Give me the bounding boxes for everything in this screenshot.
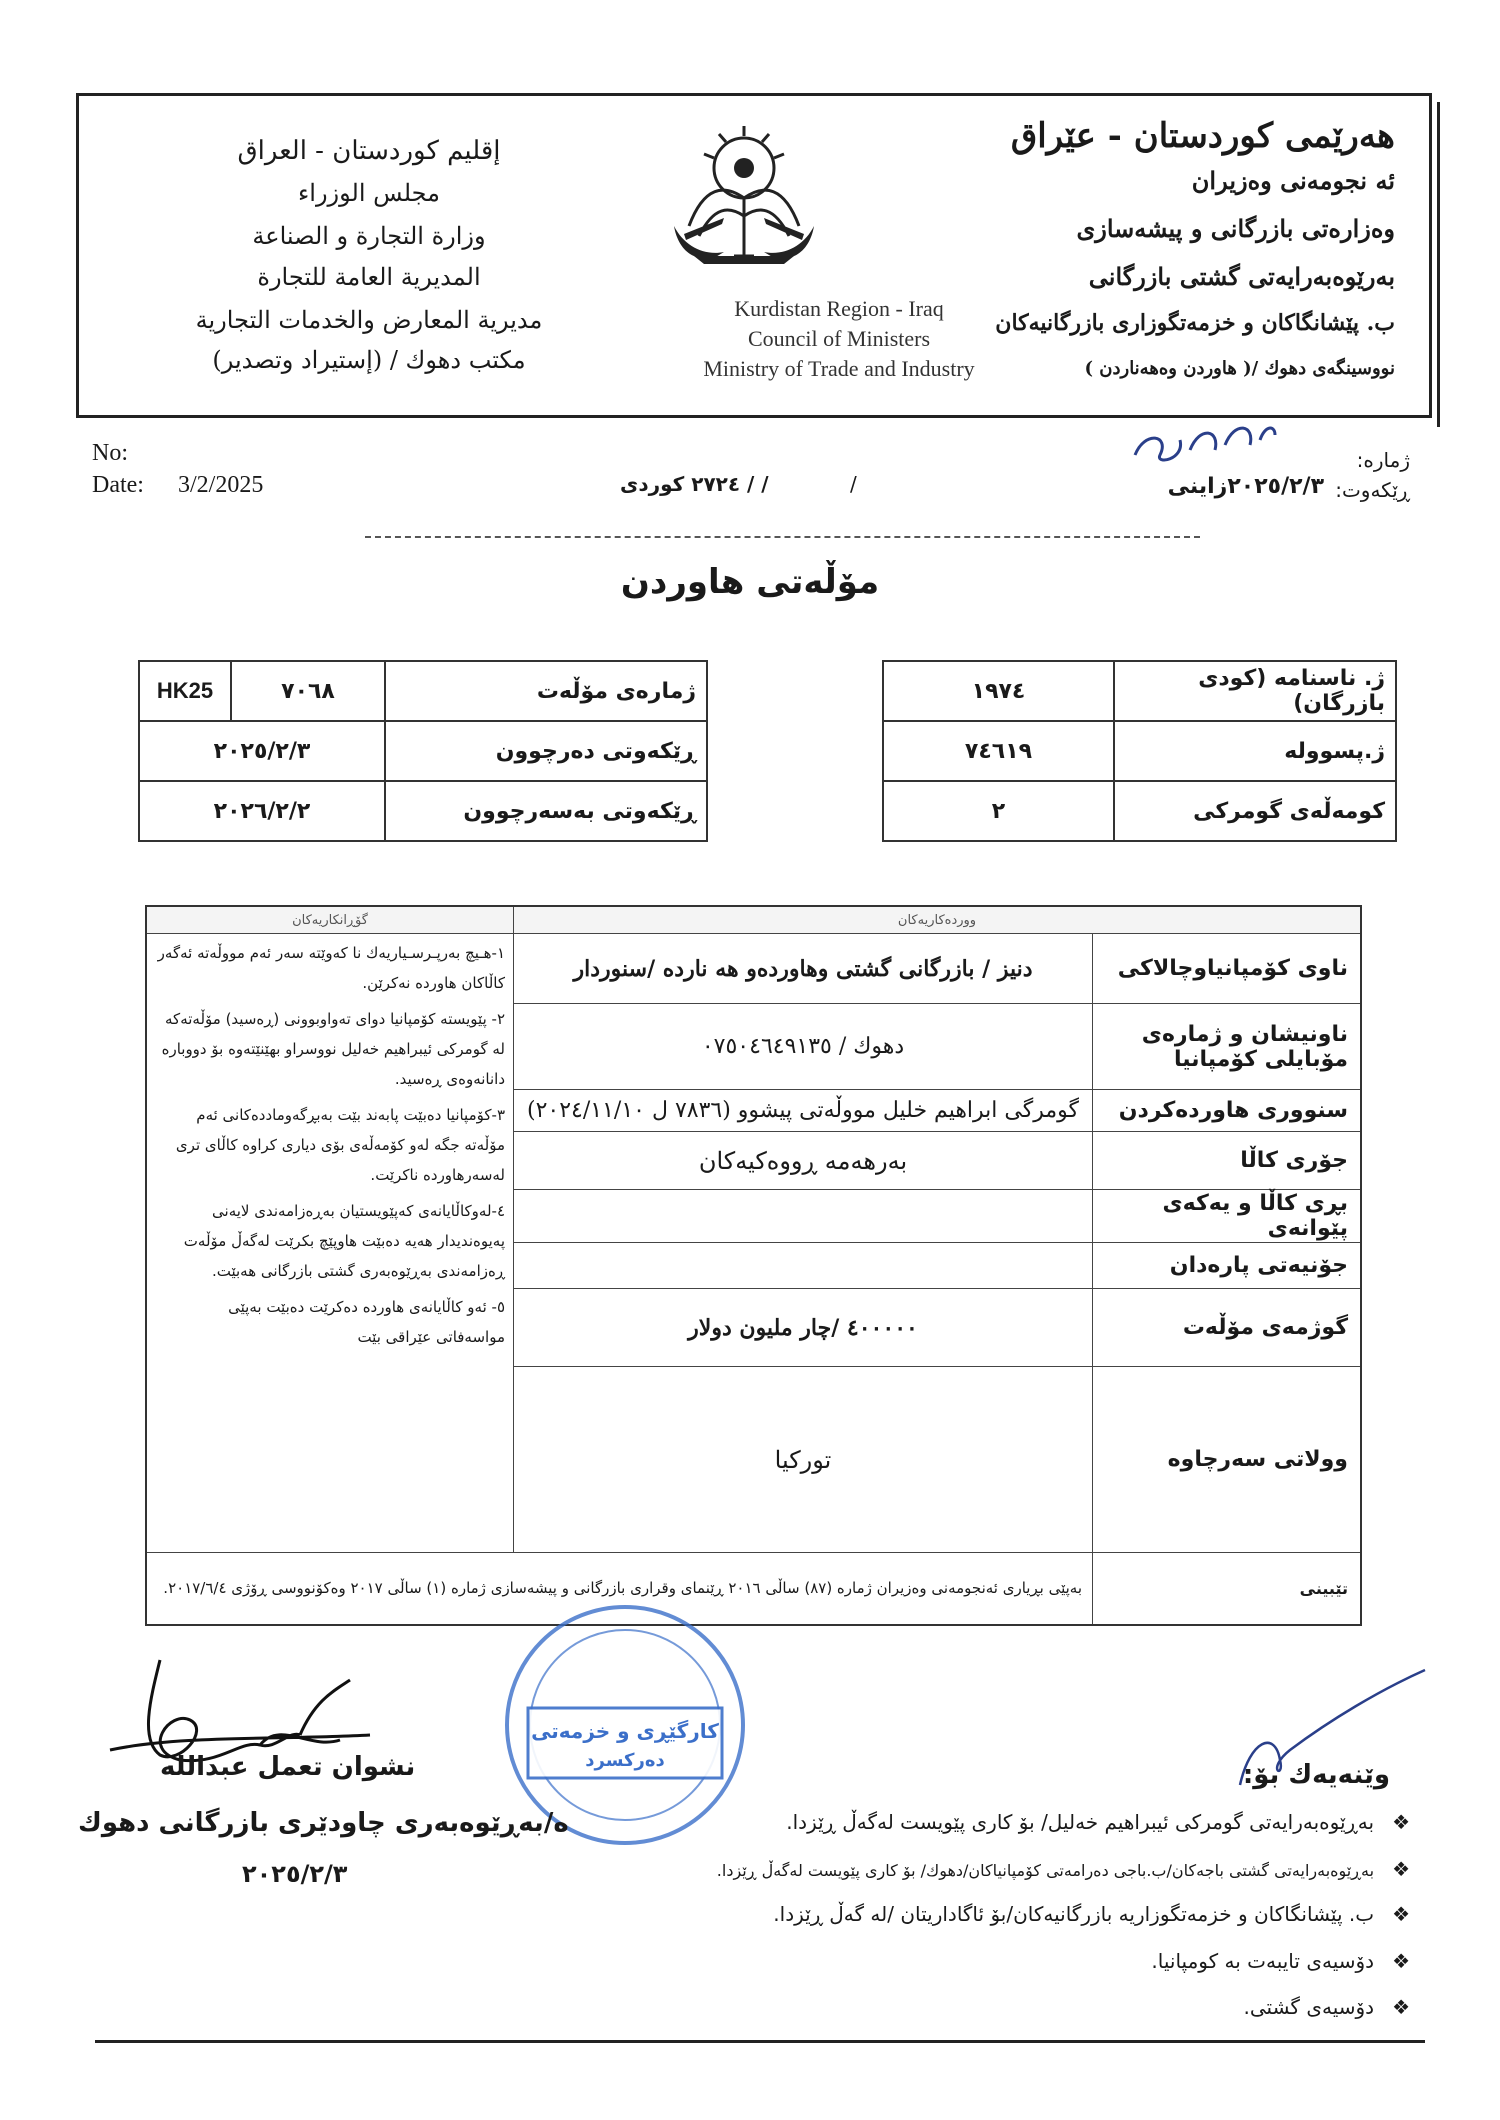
expiry-date-label: ڕێكەوتی بەسەرچوون	[385, 781, 707, 841]
kurdi-date: / / ٢٧٢٤ كوردی	[620, 472, 769, 496]
row-value: بەرهەمە ڕووەكیەكان	[514, 1132, 1093, 1190]
info-row	[883, 781, 1396, 841]
row-label: جۆری كاڵا	[1093, 1132, 1362, 1190]
row-label: گوژمەی مۆڵەت	[1093, 1289, 1362, 1367]
header-left-line-6: (إستيراد وتصدير) / مكتب دهوك	[212, 346, 526, 374]
rekawt-label: ڕێكەوت:	[1335, 478, 1410, 502]
date-slash: /	[850, 472, 857, 496]
date-label: Date:	[92, 472, 144, 498]
header-left-line-4: المديرية العامة للتجارة	[257, 263, 481, 291]
header-right-line-3: وەزارەتی بازرگانی و پیشەسازی	[1076, 214, 1395, 243]
info-label: ژ.پسوولە	[1114, 721, 1396, 781]
row-value: دهوك / ٠٧٥٠٤٦٤٩١٣٥	[514, 1004, 1093, 1090]
header-left-line-3: وزارة التجارة و الصناعة	[252, 222, 486, 250]
table-header-row	[146, 906, 1361, 934]
info-label: كومەڵەی گومركی	[1114, 781, 1396, 841]
note-item: ٤-لەوكاڵایانەی كەپێویستیان بەڕەزامەندی لایەنی پەیوەندیدار هەیە دەبێت هاوپێچ بكرێت لەگەڵ مۆڵەت ڕەزامەندی بەڕێوەبەری گشتی بازرگانی هەبێت.	[183, 1202, 505, 1280]
row-label: ناوی كۆمپانیاوچالاكی	[1093, 934, 1362, 1004]
handwritten-mark	[1230, 1660, 1430, 1790]
permit-row	[139, 721, 707, 781]
copy-to-label: وێنەیەك بۆ:	[1242, 1760, 1390, 1790]
stamp-text-1: كارگێڕی و خزمەتی	[531, 1719, 719, 1743]
copy-to-text: دۆسیەی تایبەت بە كومپانیا.	[1151, 1949, 1375, 1973]
date-value: 3/2/2025	[178, 472, 264, 498]
row-label: جۆنیەتی پارەدان	[1093, 1243, 1362, 1289]
signer-title: ه/بەڕێوەبەری چاودێری بازرگانی دهوك	[78, 1808, 569, 1838]
zmara-label: ژمارە:	[1356, 448, 1410, 472]
company-info-table	[882, 660, 1397, 842]
table-row	[146, 1553, 1361, 1625]
bullet-icon: ❖	[1392, 1857, 1410, 1881]
header-right-line-4: بەرێوەبەرایەتی گشتی بازرگانی	[1088, 262, 1395, 291]
handwritten-number	[1130, 420, 1280, 470]
copy-to-item	[1151, 1949, 1410, 1973]
kurdistan-emblem-icon	[664, 106, 824, 286]
details-column-header: ووردەكاریەكان	[514, 906, 1362, 934]
permit-row	[139, 661, 707, 721]
zaini-date: ٢٠٢٥/٢/٣زاینی	[1167, 474, 1324, 499]
info-value: ٧٤٦١٩	[883, 721, 1114, 781]
bullet-icon: ❖	[1392, 1949, 1410, 1973]
note-item: ١-هـیچ بەرپـرسـیاریەك نا كەوێتە سەر ئەم مووڵەتە ئەگەر كاڵاكان هاوردە نەكرێن.	[157, 944, 505, 992]
copy-to-text: بەڕێوەبەرایەتی گشتی باجەكان/ب.باجی دەرامەتی كۆمپانیاكان/دهوك/ بۆ كاری پێویست لەگەڵ ڕێزدا.	[716, 1861, 1375, 1880]
changes-notes	[146, 934, 514, 1553]
note-item: ٢- پێویستە كۆمپانیا دوای تەواوبوونی (ڕەسید) مۆڵەتەكە لە گومركی ئیبراهیم خەلیل نووسراو بهێنێتەوە بۆ دووبارە دانانەوەی ڕەسید.	[161, 1010, 505, 1088]
note-item: ٥- ئەو كاڵایانەی هاوردە دەكرێت دەبێت بەپێی مواسەفاتی عێراقی بێت	[228, 1298, 505, 1346]
copy-to-item	[717, 1857, 1410, 1881]
row-value	[514, 1190, 1093, 1243]
bullet-icon: ❖	[1392, 1902, 1410, 1926]
row-value	[514, 1243, 1093, 1289]
header-right-line-2: ئه نجومەنی وەزیران	[1191, 166, 1395, 195]
copy-to-item	[1244, 1995, 1410, 2019]
signature-date: ٢٠٢٥/٢/٣	[242, 1860, 348, 1888]
info-row	[883, 721, 1396, 781]
row-label: ناونیشان و ژمارەی مۆبایلی كۆمپانیا	[1093, 1004, 1362, 1090]
letterhead-frame	[76, 93, 1432, 418]
expiry-date-value: ٢٠٢٦/٢/٢	[139, 781, 385, 841]
bullet-icon: ❖	[1392, 1995, 1410, 2019]
header-left-line-1: إقليم كوردستان - العراق	[237, 136, 501, 166]
row-label: وولاتی سەرچاوە	[1093, 1367, 1362, 1553]
permit-prefix: HK25	[139, 661, 231, 721]
signer-name: نشوان تعمل عبدالله	[160, 1752, 416, 1782]
table-row	[146, 934, 1361, 1004]
header-center-line-2: Council of Ministers	[747, 326, 931, 351]
copy-to-text: دۆسیەی گشتی.	[1243, 1995, 1375, 2019]
row-value: ٤٠٠٠٠٠ /چار ملیون دولار	[514, 1289, 1093, 1367]
info-value: ١٩٧٤	[883, 661, 1114, 721]
header-center-line-3: Ministry of Trade and Industry	[703, 356, 975, 381]
permit-row	[139, 781, 707, 841]
row-label: بڕی كاڵا و یەكەی پێوانەی	[1093, 1190, 1362, 1243]
permit-details-table	[145, 905, 1362, 1626]
header-right-line-6: ( هاوردن وەهەناردن )/ نووسینگەی دهوك	[1084, 358, 1395, 379]
copy-to-text: بەڕێوەبەرایەتی گومركی ئیبراهیم خەلیل/ بۆ كاری پێویست لەگەڵ ڕێزدا.	[786, 1810, 1375, 1834]
info-value: ٢	[883, 781, 1114, 841]
bullet-icon: ❖	[1392, 1810, 1410, 1834]
row-value: گومرگی ابراهیم خلیل مووڵەتی پیشوو (٧٨٣٦ ل ٢٠٢٤/١١/١٠)	[514, 1090, 1093, 1132]
info-label: ژ. ناسنامە (كودی بازرگان)	[1114, 661, 1396, 721]
issue-date-value: ٢٠٢٥/٢/٣	[139, 721, 385, 781]
tebini-label: تێبینی	[1093, 1553, 1362, 1625]
permit-number: ٧٠٦٨	[231, 661, 385, 721]
footer-line	[95, 2040, 1425, 2043]
copy-to-item	[773, 1902, 1410, 1926]
permit-label: ژمارەی مۆڵەت	[385, 661, 707, 721]
permit-info-table	[138, 660, 708, 842]
issue-date-label: ڕێكەوتی دەرچوون	[385, 721, 707, 781]
row-label: سنووری هاوردەكردن	[1093, 1090, 1362, 1132]
stamp-text-2: دەركسرد	[585, 1750, 665, 1771]
copy-to-item	[786, 1810, 1410, 1834]
header-center-line-1: Kurdistan Region - Iraq	[734, 296, 944, 321]
separator-line	[365, 536, 1200, 538]
note-item: ٣-كۆمپانیا دەبێت پابەند بێت بەبڕگەوماددەكانی ئەم مۆڵەتە جگە لەو كۆمەڵەی بۆی دیاری كراوە كاڵای تری لەسەرهاوردە ناكرێت.	[175, 1106, 505, 1184]
tebini-text: بەپێی بڕیاری ئەنجومەنی وەزیران ژمارە (٨٧) ساڵی ٢٠١٦ ڕێنمای وقراری بازرگانی و پیشەسازی ژمارە (١) ساڵی ٢٠١٧ وەكۆنووسی ڕۆژی ٢٠١٧/٦/٤.	[146, 1553, 1093, 1625]
row-value: توركیا	[514, 1367, 1093, 1553]
no-label: No:	[92, 440, 128, 466]
page-title: مۆڵەتی هاوردن	[620, 562, 880, 602]
copy-to-text: ب. پێشانگاكان و خزمەتگوزاریە بازرگانیەكان/بۆ ئاگاداریتان /لە گەڵ ڕێزدا.	[773, 1902, 1375, 1926]
header-right-line-5: ب. پێشانگاكان و خزمەتگوزاری بازرگانیەكان	[995, 310, 1395, 336]
header-right-line-1: هەرێمی كوردستان - عێراق	[1010, 116, 1395, 156]
info-row	[883, 661, 1396, 721]
row-value: دنیز / بازرگانی گشتی وهاوردەو هە ناردە /سنوردار	[514, 934, 1093, 1004]
header-left-line-2: مجلس الوزراء	[297, 179, 441, 207]
header-left-line-5: مديرية المعارض والخدمات التجارية	[195, 306, 543, 334]
changes-column-header: گۆڕانكاریەكان	[146, 906, 514, 934]
